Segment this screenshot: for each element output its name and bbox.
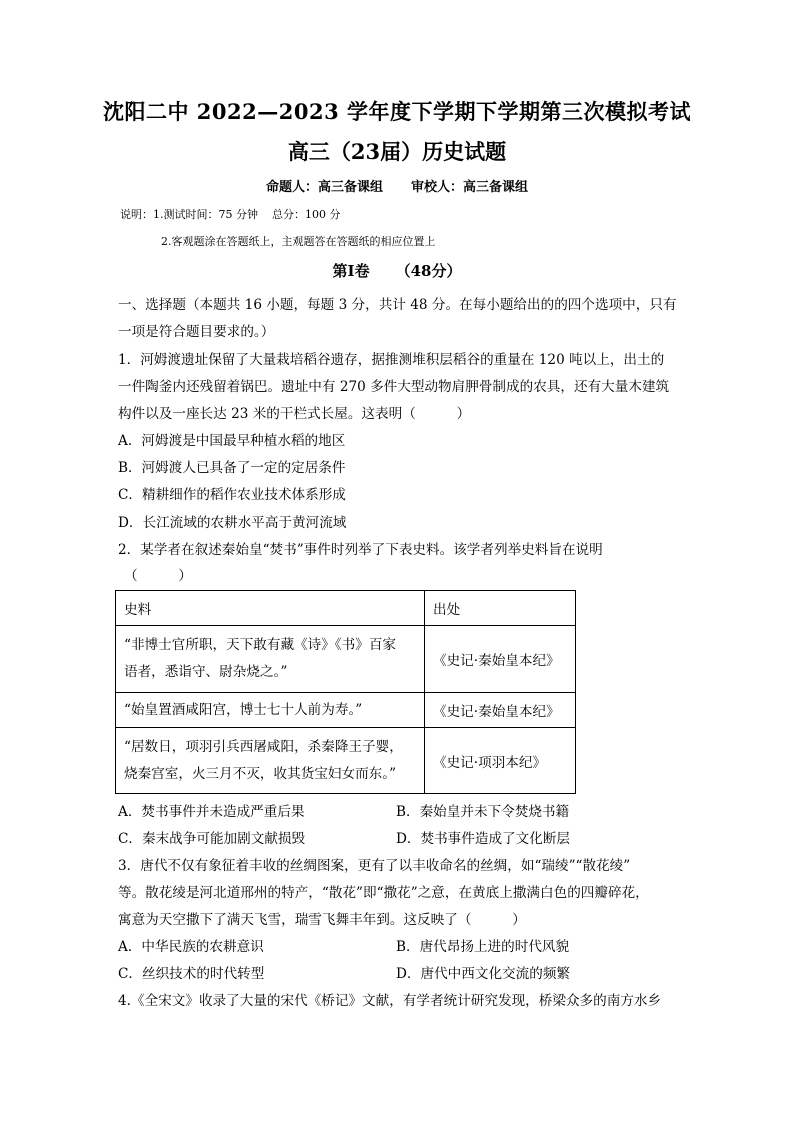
quote-line: “非博士官所职，天下敢有藏《诗》《书》百家 (124, 637, 397, 653)
table-row (116, 693, 576, 728)
table-row (116, 728, 576, 794)
question-4-stem: 4.《全宋文》收录了大量的宋代《桥记》文献，有学者统计研究发现，桥梁众多的南方水乡 (118, 993, 662, 1009)
reviewer-text: 审校人：高三备课组 (411, 180, 529, 195)
author-line (0, 176, 794, 195)
table-cell-origin: 《史记·项羽本纪》 (425, 728, 576, 794)
question-1-stem: 1．河姆渡遗址保留了大量栽培稻谷遗存，据推测堆积层稻谷的重量在 120 吨以上，出土的 (118, 352, 665, 368)
question-3-option-d: D．唐代中西文化交流的频繁 (396, 966, 571, 982)
table-cell-quote (116, 693, 425, 728)
instructions-line: 一项是符合题目要求的。） (118, 324, 275, 340)
question-2-option-c: C．秦末战争可能加剧文献损毁 (118, 831, 306, 847)
table-header-row (116, 591, 576, 626)
instruction-note-1: 说明：1.测试时间：75 分钟 总分：100 分 (120, 208, 341, 221)
question-1-stem: 一件陶釜内还残留着锅巴。遗址中有 270 多件大型动物肩胛骨制成的农具，还有大量木建筑 (118, 379, 670, 395)
table-cell-quote (116, 728, 425, 794)
question-1-option-c: C．精耕细作的稻作农业技术体系形成 (118, 487, 346, 503)
question-1-stem: 构件以及一座长达 23 米的干栏式长屋。这表明（ ） (118, 406, 471, 422)
question-2-option-b: B．秦始皇并未下令焚烧书籍 (396, 804, 570, 820)
exam-title: 沈阳二中 2022—2023 学年度下学期下学期第三次模拟考试 (102, 99, 691, 124)
question-3-option-a: A．中华民族的农耕意识 (118, 939, 264, 955)
question-1-option-b: B．河姆渡人已具备了一定的定居条件 (118, 460, 346, 476)
table-cell-quote (116, 626, 425, 693)
question-2-option-a: A．焚书事件并未造成严重后果 (118, 804, 305, 820)
question-2-stem: （ ） (124, 568, 192, 584)
exam-subtitle: 高三（23届）历史试题 (287, 139, 507, 164)
question-1-option-a: A．河姆渡是中国最早种植水稻的地区 (118, 433, 346, 449)
section-heading (0, 260, 794, 281)
quote-line: “居数日，项羽引兵西屠咸阳，杀秦降王子婴， (124, 738, 403, 755)
instructions-line: 一、选择题（本题共 16 小题，每题 3 分，共计 48 分。在每小题给出的的四个选项中，只有 (118, 297, 677, 313)
question-2-stem: 2．某学者在叙述秦始皇“焚书”事件时列举了下表史料。该学者列举史料旨在说明 (118, 542, 603, 558)
table-header-origin: 出处 (425, 591, 576, 626)
author-text: 命题人：高三备课组 (265, 180, 383, 195)
question-3-option-c: C．丝织技术的时代转型 (118, 966, 265, 982)
section-score: （48分） (395, 262, 462, 280)
table-cell-origin: 《史记·秦始皇本纪》 (425, 626, 576, 693)
table-row (116, 626, 576, 693)
source-table (115, 590, 576, 794)
instruction-note-2: 2.客观题涂在答题纸上，主观题答在答题纸的相应位置上 (161, 235, 436, 248)
quote-line: 烧秦宫室，火三月不灭，收其货宝妇女而东。” (124, 765, 397, 782)
section-label: 第Ⅰ卷 (332, 262, 370, 280)
question-2-option-d: D．焚书事件造成了文化断层 (396, 831, 571, 847)
quote-line: “始皇置酒咸阳宫，博士七十人前为寿。” (124, 701, 363, 718)
question-3-option-b: B．唐代昂扬上进的时代风貌 (396, 939, 570, 955)
question-3-stem: 等。散花绫是河北道邢州的特产，“散花”即“撒花”之意，在黄底上撒满白色的四瓣碎花， (118, 885, 649, 901)
question-1-option-d: D．长江流域的农耕水平高于黄河流域 (118, 515, 347, 531)
quote-line: 语者，悉诣守、尉杂烧之。” (124, 664, 288, 680)
table-cell-origin: 《史记·秦始皇本纪》 (425, 693, 576, 728)
question-3-stem: 3．唐代不仅有象征着丰收的丝绸图案，更有了以丰收命名的丝绸，如“瑞绫”“散花绫” (118, 858, 631, 874)
question-3-stem: 寓意为天空撒下了满天飞雪，瑞雪飞舞丰年到。这反映了（ ） (118, 912, 526, 928)
table-header-source: 史料 (116, 591, 425, 626)
